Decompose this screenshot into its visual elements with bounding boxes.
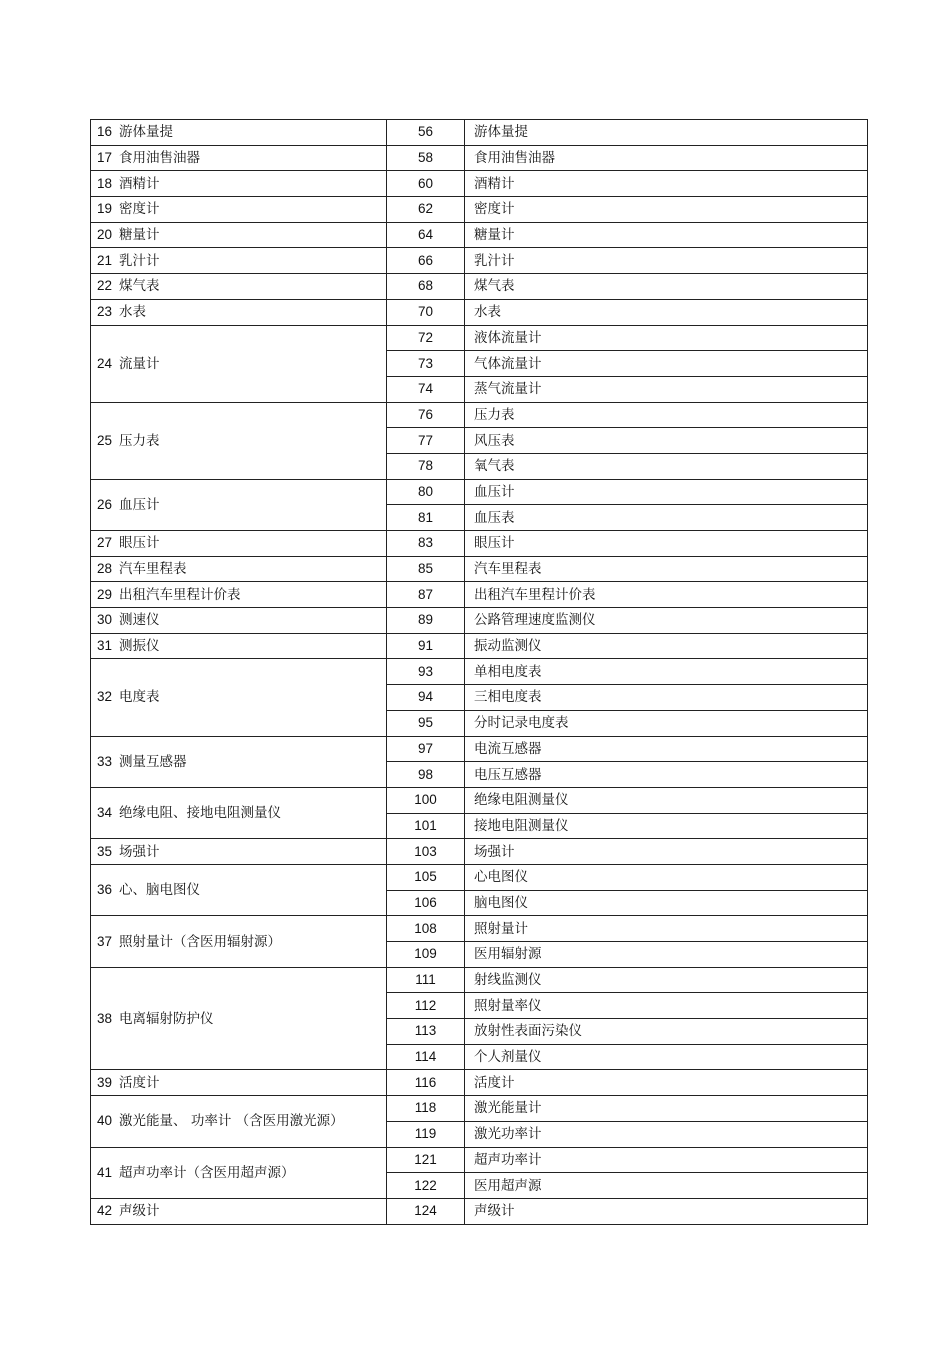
item-name: 激光能量计 [465, 1096, 868, 1122]
table-row [91, 608, 868, 634]
category-name: 电度表 [119, 689, 160, 706]
item-name: 绝缘电阻测量仪 [465, 787, 868, 813]
category-cell [91, 967, 387, 1070]
category-cell [91, 582, 387, 608]
category-name: 流量计 [119, 355, 160, 372]
item-name: 分时记录电度表 [465, 710, 868, 736]
item-code: 124 [387, 1198, 465, 1224]
category-cell [91, 325, 387, 402]
item-name: 液体流量计 [465, 325, 868, 351]
item-code: 114 [387, 1044, 465, 1070]
item-code: 89 [387, 608, 465, 634]
item-name: 血压计 [465, 479, 868, 505]
category-cell [91, 274, 387, 300]
item-name: 单相电度表 [465, 659, 868, 685]
item-name: 电流互感器 [465, 736, 868, 762]
item-name: 照射量计 [465, 916, 868, 942]
item-code: 78 [387, 453, 465, 479]
item-name: 蒸气流量计 [465, 376, 868, 402]
item-code: 62 [387, 197, 465, 223]
table-row [91, 839, 868, 865]
category-number: 19 [97, 201, 113, 217]
item-name: 出租汽车里程计价表 [465, 582, 868, 608]
category-name: 激光能量、 功率计 （含医用激光源） [119, 1113, 344, 1130]
item-name: 眼压计 [465, 531, 868, 557]
table-row [91, 787, 868, 813]
category-name: 密度计 [119, 201, 160, 218]
item-code: 64 [387, 222, 465, 248]
category-cell [91, 916, 387, 967]
item-name: 场强计 [465, 839, 868, 865]
instrument-table [90, 119, 868, 1225]
item-name: 接地电阻测量仪 [465, 813, 868, 839]
item-name: 血压表 [465, 505, 868, 531]
item-code: 81 [387, 505, 465, 531]
category-number: 16 [97, 124, 113, 140]
item-code: 97 [387, 736, 465, 762]
category-name: 绝缘电阻、接地电阻测量仪 [119, 805, 282, 822]
item-code: 108 [387, 916, 465, 942]
item-code: 105 [387, 864, 465, 890]
table-row [91, 556, 868, 582]
table-row [91, 145, 868, 171]
item-name: 射线监测仪 [465, 967, 868, 993]
category-number: 36 [97, 882, 113, 898]
item-code: 58 [387, 145, 465, 171]
category-number: 28 [97, 561, 113, 577]
item-name: 照射量率仪 [465, 993, 868, 1019]
table-row [91, 197, 868, 223]
item-code: 66 [387, 248, 465, 274]
item-name: 个人剂量仪 [465, 1044, 868, 1070]
category-number: 42 [97, 1203, 113, 1219]
category-cell [91, 402, 387, 479]
table-row [91, 274, 868, 300]
category-number: 24 [97, 355, 113, 371]
item-name: 超声功率计 [465, 1147, 868, 1173]
category-cell [91, 839, 387, 865]
category-cell [91, 633, 387, 659]
category-cell [91, 864, 387, 915]
category-number: 29 [97, 586, 113, 602]
category-number: 26 [97, 496, 113, 512]
category-cell [91, 1147, 387, 1198]
item-code: 113 [387, 1019, 465, 1045]
table-row [91, 222, 868, 248]
category-name: 乳汁计 [119, 252, 160, 269]
category-number: 37 [97, 933, 113, 949]
category-number: 21 [97, 252, 113, 268]
category-number: 40 [97, 1113, 113, 1129]
item-code: 116 [387, 1070, 465, 1096]
item-name: 乳汁计 [465, 248, 868, 274]
table-row [91, 120, 868, 146]
item-code: 91 [387, 633, 465, 659]
category-cell [91, 248, 387, 274]
item-name: 压力表 [465, 402, 868, 428]
item-code: 74 [387, 376, 465, 402]
item-code: 68 [387, 274, 465, 300]
table-row [91, 1198, 868, 1224]
table-row [91, 171, 868, 197]
item-name: 游体量提 [465, 120, 868, 146]
table-row [91, 248, 868, 274]
category-name: 酒精计 [119, 175, 160, 192]
item-code: 106 [387, 890, 465, 916]
item-code: 77 [387, 428, 465, 454]
item-code: 94 [387, 685, 465, 711]
table-row [91, 582, 868, 608]
category-cell [91, 608, 387, 634]
category-cell [91, 736, 387, 787]
category-cell [91, 479, 387, 530]
item-code: 122 [387, 1173, 465, 1199]
category-cell [91, 787, 387, 838]
table-row [91, 736, 868, 762]
category-name: 电离辐射防护仪 [119, 1010, 214, 1027]
table-row [91, 479, 868, 505]
table-row [91, 967, 868, 993]
category-name: 汽车里程表 [119, 561, 187, 578]
category-number: 38 [97, 1010, 113, 1026]
item-name: 水表 [465, 299, 868, 325]
item-code: 87 [387, 582, 465, 608]
category-cell [91, 531, 387, 557]
item-name: 密度计 [465, 197, 868, 223]
category-cell [91, 145, 387, 171]
item-name: 氧气表 [465, 453, 868, 479]
item-name: 公路管理速度监测仪 [465, 608, 868, 634]
item-code: 101 [387, 813, 465, 839]
category-number: 32 [97, 689, 113, 705]
table-row [91, 916, 868, 942]
category-number: 27 [97, 535, 113, 551]
category-cell [91, 299, 387, 325]
item-code: 56 [387, 120, 465, 146]
item-name: 声级计 [465, 1198, 868, 1224]
category-cell [91, 171, 387, 197]
item-name: 风压表 [465, 428, 868, 454]
table-row [91, 325, 868, 351]
table-row [91, 864, 868, 890]
item-code: 76 [387, 402, 465, 428]
item-name: 医用超声源 [465, 1173, 868, 1199]
table-row [91, 1070, 868, 1096]
table-row [91, 531, 868, 557]
item-name: 活度计 [465, 1070, 868, 1096]
item-code: 118 [387, 1096, 465, 1122]
item-name: 三相电度表 [465, 685, 868, 711]
item-name: 食用油售油器 [465, 145, 868, 171]
item-name: 医用辐射源 [465, 942, 868, 968]
item-name: 激光功率计 [465, 1121, 868, 1147]
category-name: 游体量提 [119, 124, 174, 141]
category-cell [91, 222, 387, 248]
item-code: 93 [387, 659, 465, 685]
category-number: 18 [97, 175, 113, 191]
category-name: 血压计 [119, 496, 160, 513]
category-name: 煤气表 [119, 278, 160, 295]
item-code: 80 [387, 479, 465, 505]
category-number: 20 [97, 227, 113, 243]
item-name: 糖量计 [465, 222, 868, 248]
table-row [91, 659, 868, 685]
item-code: 85 [387, 556, 465, 582]
table-row [91, 299, 868, 325]
item-name: 心电图仪 [465, 864, 868, 890]
table-row [91, 1147, 868, 1173]
category-cell [91, 556, 387, 582]
item-code: 121 [387, 1147, 465, 1173]
item-code: 73 [387, 351, 465, 377]
category-number: 39 [97, 1074, 113, 1090]
category-cell [91, 197, 387, 223]
table-row [91, 1096, 868, 1122]
item-code: 95 [387, 710, 465, 736]
item-code: 119 [387, 1121, 465, 1147]
item-code: 72 [387, 325, 465, 351]
category-cell [91, 120, 387, 146]
category-name: 测振仪 [119, 638, 160, 655]
category-number: 41 [97, 1164, 113, 1180]
category-name: 测速仪 [119, 612, 160, 629]
item-name: 气体流量计 [465, 351, 868, 377]
item-code: 111 [387, 967, 465, 993]
category-name: 糖量计 [119, 227, 160, 244]
category-number: 23 [97, 304, 113, 320]
item-code: 60 [387, 171, 465, 197]
table-row [91, 402, 868, 428]
item-code: 98 [387, 762, 465, 788]
item-code: 112 [387, 993, 465, 1019]
item-name: 汽车里程表 [465, 556, 868, 582]
table-body [91, 120, 868, 1225]
category-number: 22 [97, 278, 113, 294]
item-code: 109 [387, 942, 465, 968]
table-row [91, 633, 868, 659]
category-number: 35 [97, 843, 113, 859]
item-name: 放射性表面污染仪 [465, 1019, 868, 1045]
category-cell [91, 1198, 387, 1224]
category-name: 压力表 [119, 432, 160, 449]
category-name: 食用油售油器 [119, 150, 201, 167]
item-code: 83 [387, 531, 465, 557]
category-name: 照射量计（含医用辐射源） [119, 933, 282, 950]
category-number: 25 [97, 432, 113, 448]
category-number: 33 [97, 753, 113, 769]
item-name: 酒精计 [465, 171, 868, 197]
item-code: 70 [387, 299, 465, 325]
item-name: 电压互感器 [465, 762, 868, 788]
category-cell [91, 1096, 387, 1147]
category-number: 30 [97, 612, 113, 628]
category-name: 测量互感器 [119, 753, 187, 770]
item-code: 103 [387, 839, 465, 865]
category-name: 活度计 [119, 1074, 160, 1091]
category-name: 场强计 [119, 843, 160, 860]
item-name: 脑电图仪 [465, 890, 868, 916]
category-cell [91, 1070, 387, 1096]
category-name: 心、脑电图仪 [119, 882, 201, 899]
category-cell [91, 659, 387, 736]
category-name: 眼压计 [119, 535, 160, 552]
category-number: 34 [97, 805, 113, 821]
item-name: 振动监测仪 [465, 633, 868, 659]
category-name: 出租汽车里程计价表 [119, 586, 241, 603]
category-name: 超声功率计（含医用超声源） [119, 1164, 295, 1181]
category-number: 31 [97, 638, 113, 654]
category-name: 声级计 [119, 1203, 160, 1220]
item-code: 100 [387, 787, 465, 813]
item-name: 煤气表 [465, 274, 868, 300]
category-name: 水表 [119, 304, 147, 321]
category-number: 17 [97, 150, 113, 166]
